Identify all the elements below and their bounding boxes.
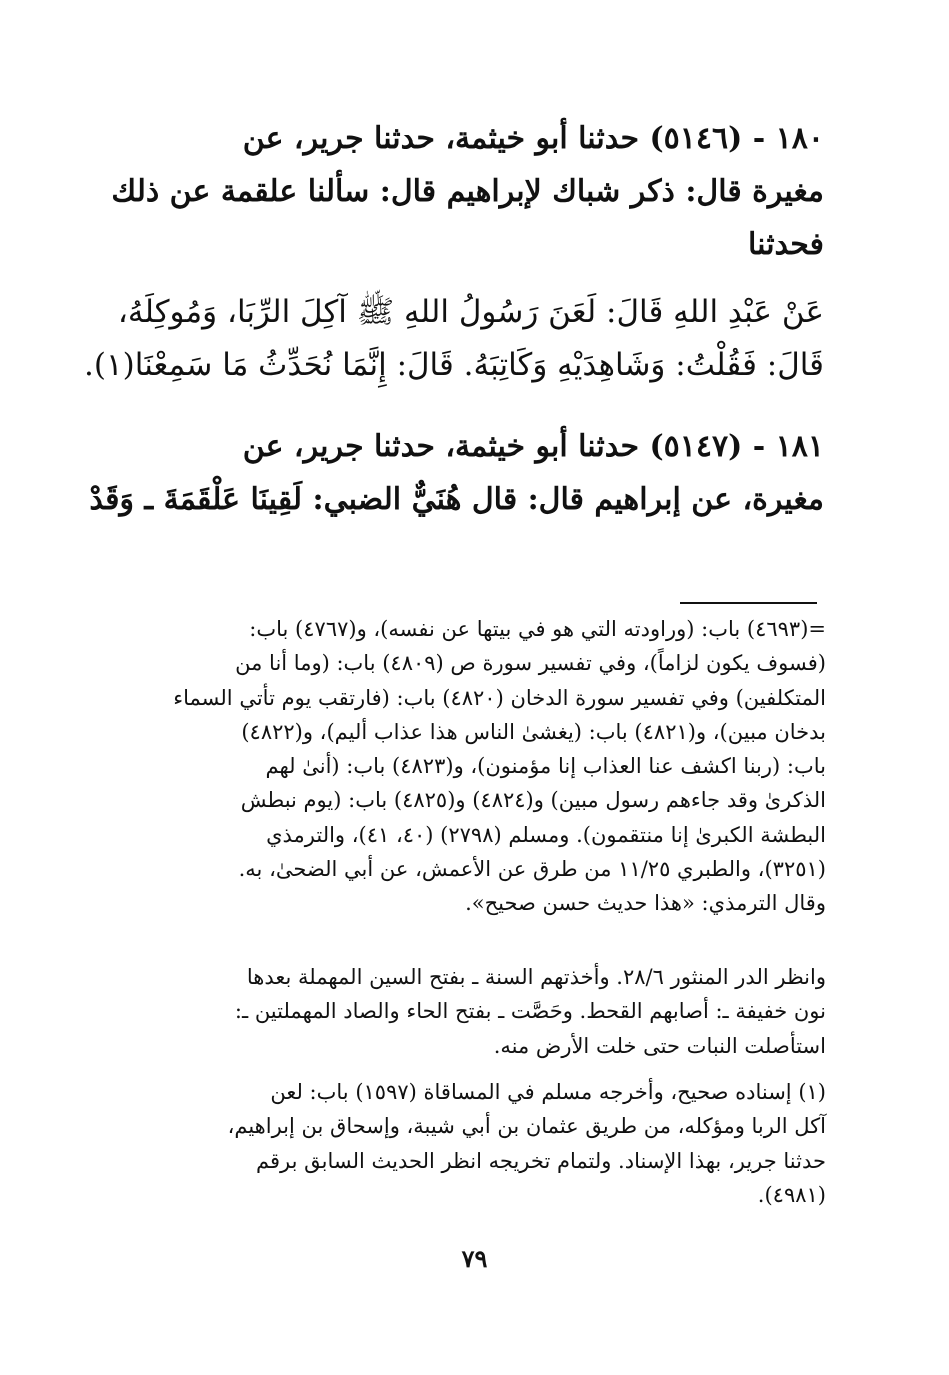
text-line: فحدثنا [748,227,824,262]
text-line: مغيرة، عن إبراهيم قال: قال هُنَيٌّ الضبي: لَقِينَا عَلْقَمَةَ ـ وَقَدْ [89,482,824,517]
footnote-line: المتكلفين) وفي تفسير سورة الدخان (٤٨٢٠) باب: (فارتقب يوم تأتي السماء [173,685,826,710]
footnote-line: (٣٢٥١)، والطبري ١١/٢٥ من طرق عن الأعمش، عن أبي الضحىٰ، به. [238,857,826,882]
page-number: ٧٩ [461,1244,488,1273]
hadith-180-matn [84,286,824,392]
hadith-181-isnad [89,420,824,526]
footnote-line: (٤٩٨١). [757,1182,826,1207]
footnote-line: حدثنا جرير، بهذا الإسناد. ولتمام تخريجه انظر الحديث السابق برقم [256,1148,826,1173]
text-line: عَنْ عَبْدِ اللهِ قَالَ: لَعَنَ رَسُولُ اللهِ ﷺ آكِلَ الرِّبَا، وَمُوكِلَهُ، [117,294,824,330]
text-line: ١٨١ - (٥١٤٧) حدثنا أبو خيثمة، حدثنا جرير، عن [242,429,824,464]
text-line: ١٨٠ - (٥١٤٦) حدثنا أبو خيثمة، حدثنا جرير، عن [242,121,824,156]
text-line: قَالَ: فَقُلْتُ: وَشَاهِدَيْهِ وَكَاتِبَهُ. قَالَ: إِنَّمَا نُحَدِّثُ مَا سَمِعْنَا(١). [84,347,824,383]
footnote-line: نون خفيفة ـ: أصابهم القحط. وحَصَّت ـ بفتح الحاء والصاد المهملتين ـ: [234,999,826,1024]
footnote-line: (فسوف يكون لزاماً)، وفي تفسير سورة ص (٤٨٠٩) باب: (وما أنا من [235,651,826,676]
footnote-1 [112,1075,826,1212]
text-line: مغيرة قال: ذكر شباك لإبراهيم قال: سألنا علقمة عن ذلك [111,174,824,209]
footnote-line: =(٤٦٩٣) باب: (وراودته التي هو في بيتها عن نفسه)، و(٤٧٦٧) باب: [249,617,826,641]
footnote-line: الذكرىٰ وقد جاءهم رسول مبين) و(٤٨٢٤) و(٤٨٢٥) باب: (يوم نبطش [240,788,826,813]
footnote-line: استأصلت النبات حتى خلت الأرض منه. [493,1033,826,1058]
footnote-separator [680,602,817,604]
footnote-line: البطشة الكبرىٰ إنا منتقمون). ومسلم (٢٧٩٨) (٤٠، ٤١)، والترمذي [266,822,826,847]
footnote-continuation [112,612,826,921]
hadith-180-isnad [112,112,824,271]
footnote-line: آكل الربا ومؤكله، من طريق عثمان بن أبي شيبة، وإسحاق بن إبراهيم، [227,1114,826,1139]
footnote-line: باب: (ربنا اكشف عنا العذاب إنا مؤمنون)، و(٤٨٢٣) باب: (أنىٰ لهم [265,754,826,779]
footnote-durr [112,960,826,1063]
footnote-line: وانظر الدر المنثور ٢٨/٦. وأخذتهم السنة ـ بفتح السين المهملة بعدها [246,965,826,989]
footnote-line: وقال الترمذي: «هذا حديث حسن صحيح». [465,891,826,916]
footnote-line: بدخان مبين)، و(٤٨٢١) باب: (يغشىٰ الناس هذا عذاب أليم)، و(٤٨٢٢) [241,719,826,744]
footnote-line: (١) إسناده صحيح، وأخرجه مسلم في المساقاة (١٥٩٧) باب: لعن [270,1080,826,1104]
